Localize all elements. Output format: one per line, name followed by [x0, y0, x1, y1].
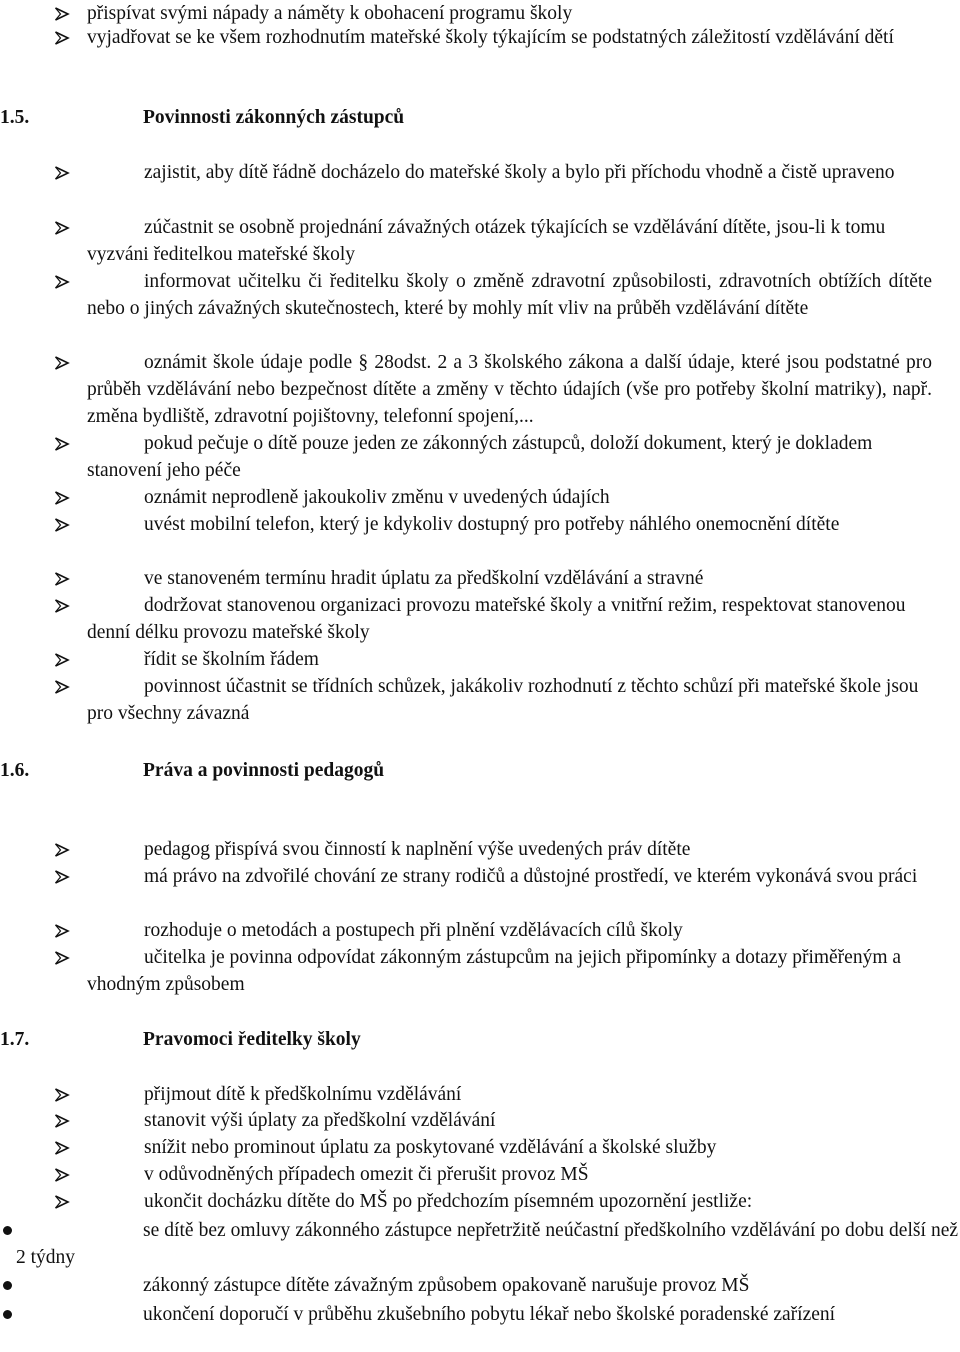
list-item-text: stanovit výši úplaty za předškolní vzdělávání — [144, 1110, 496, 1131]
list-item-text: vyjadřovat se ke všem rozhodnutím mateřské školy týkajícím se podstatných záležitostí vzdělávání dětí — [87, 27, 894, 48]
list-item-text: přispívat svými nápady a náměty k obohacení programu školy — [87, 3, 573, 24]
list-item-text: ukončit docházku dítěte do MŠ po předchozím písemném upozornění jestliže: — [144, 1191, 753, 1212]
arrow-bullet-icon — [52, 268, 74, 295]
list-item-text: uvést mobilní telefon, který je kdykoliv dostupný pro potřeby náhlého onemocnění dítěte — [144, 514, 840, 535]
sub-list-item-text: ukončení doporučí v průběhu zkušebního pobytu lékař nebo školské poradenské zařízení — [143, 1304, 836, 1325]
list-item — [52, 1134, 932, 1161]
list-item-text: snížit nebo prominout úplatu za poskytované vzdělávání a školské služby — [144, 1137, 717, 1158]
round-bullet-icon — [3, 1226, 12, 1235]
list-item-text: zajistit, aby dítě řádně docházelo do mateřské školy a bylo při příchodu vhodně a čistě upraveno — [144, 162, 895, 183]
arrow-bullet-icon — [52, 0, 74, 27]
round-bullet-icon — [3, 1310, 12, 1319]
arrow-bullet-icon — [52, 592, 74, 619]
section-number: 1.5. — [0, 107, 30, 128]
arrow-bullet-icon — [52, 673, 74, 700]
list-item — [52, 673, 932, 727]
section-title: Práva a povinnosti pedagogů — [143, 760, 385, 781]
arrow-bullet-icon — [52, 430, 74, 457]
arrow-bullet-icon — [52, 24, 74, 51]
round-bullet-icon — [3, 1281, 12, 1290]
list-item-text: v odůvodněných případech omezit či přerušit provoz MŠ — [144, 1164, 589, 1185]
section-title: Povinnosti zákonných zástupců — [143, 107, 405, 128]
section-title: Pravomoci ředitelky školy — [143, 1029, 361, 1050]
sub-list-item-text: zákonný zástupce dítěte závažným způsobem opakovaně narušuje provoz MŠ — [143, 1275, 750, 1296]
list-item — [52, 0, 932, 27]
arrow-bullet-icon — [52, 917, 74, 944]
list-item-text: pokud pečuje o dítě pouze jeden ze zákonných zástupců, doloží dokument, který je dokladem stanovení jeho péče — [87, 433, 873, 481]
sub-list-item — [0, 1301, 958, 1328]
arrow-bullet-icon — [52, 349, 74, 376]
list-item — [52, 1081, 932, 1108]
arrow-bullet-icon — [52, 1188, 74, 1215]
list-item-text: informovat učitelku či ředitelku školy o změně zdravotní způsobilosti, zdravotních obtížích dítěte nebo o jiných závažných skutečnostech, které by mohly mít vliv na průběh vzdělávání dítěte — [87, 271, 932, 319]
list-item — [52, 268, 932, 322]
list-item — [52, 24, 932, 51]
list-item-text: přijmout dítě k předškolnímu vzdělávání — [144, 1084, 462, 1105]
list-item — [52, 592, 932, 646]
section-number: 1.7. — [0, 1029, 30, 1050]
list-item-text: oznámit škole údaje podle § 28odst. 2 a 3 školského zákona a další údaje, které jsou podstatné pro průběh vzdělávání nebo bezpečnost dítěte a změny v těchto údajích (vše pro potřeby školní matriky), např. změna bydliště, zdravotní pojištovny, telefonní spojení,... — [87, 352, 932, 427]
list-item-text: dodržovat stanovenou organizaci provozu mateřské školy a vnitřní režim, respektovat stanovenou denní délku provozu mateřské školy — [87, 595, 906, 643]
arrow-bullet-icon — [52, 1081, 74, 1108]
list-item-text: učitelka je povinna odpovídat zákonným zástupcům na jejich připomínky a dotazy přiměřeným a vhodným způsobem — [87, 947, 902, 995]
arrow-bullet-icon — [52, 863, 74, 890]
list-item — [52, 565, 932, 592]
list-item-text: povinnost účastnit se třídních schůzek, jakákoliv rozhodnutí z těchto schůzí při mateřské škole jsou pro všechny závazná — [87, 676, 919, 724]
list-item — [52, 349, 932, 430]
list-item — [52, 863, 932, 890]
list-item-text: rozhoduje o metodách a postupech při plnění vzdělávacích cílů školy — [144, 920, 683, 941]
list-item — [52, 917, 932, 944]
list-item — [52, 511, 932, 538]
arrow-bullet-icon — [52, 214, 74, 241]
list-item — [52, 944, 932, 998]
list-item-text: řídit se školním řádem — [144, 649, 319, 670]
arrow-bullet-icon — [52, 1161, 74, 1188]
arrow-bullet-icon — [52, 565, 74, 592]
list-item — [52, 159, 932, 186]
list-item — [52, 484, 932, 511]
list-item-text: oznámit neprodleně jakoukoliv změnu v uvedených údajích — [144, 487, 610, 508]
list-item — [52, 430, 932, 484]
arrow-bullet-icon — [52, 159, 74, 186]
section-number: 1.6. — [0, 760, 30, 781]
arrow-bullet-icon — [52, 1107, 74, 1134]
list-item-text: má právo na zdvořilé chování ze strany rodičů a důstojné prostředí, ve kterém vykonává svou práci — [144, 866, 918, 887]
arrow-bullet-icon — [52, 1134, 74, 1161]
arrow-bullet-icon — [52, 944, 74, 971]
list-item-text: zúčastnit se osobně projednání závažných otázek týkajících se vzdělávání dítěte, jsou-li k tomu vyzváni ředitelkou mateřské školy — [87, 217, 886, 265]
sub-list-item — [0, 1217, 958, 1271]
list-item — [52, 1107, 932, 1134]
list-item-text: ve stanoveném termínu hradit úplatu za předškolní vzdělávání a stravné — [144, 568, 704, 589]
list-item — [52, 214, 932, 268]
list-item-text: pedagog přispívá svou činností k naplnění výše uvedených práv dítěte — [144, 839, 691, 860]
arrow-bullet-icon — [52, 646, 74, 673]
list-item — [52, 646, 932, 673]
arrow-bullet-icon — [52, 511, 74, 538]
arrow-bullet-icon — [52, 484, 74, 511]
sub-list-item-text: se dítě bez omluvy zákonného zástupce nepřetržitě neúčastní předškolního vzdělávání po dobu delší než 2 týdny — [16, 1220, 958, 1268]
sub-list-item — [0, 1272, 958, 1299]
list-item — [52, 836, 932, 863]
list-item — [52, 1188, 932, 1215]
arrow-bullet-icon — [52, 836, 74, 863]
list-item — [52, 1161, 932, 1188]
